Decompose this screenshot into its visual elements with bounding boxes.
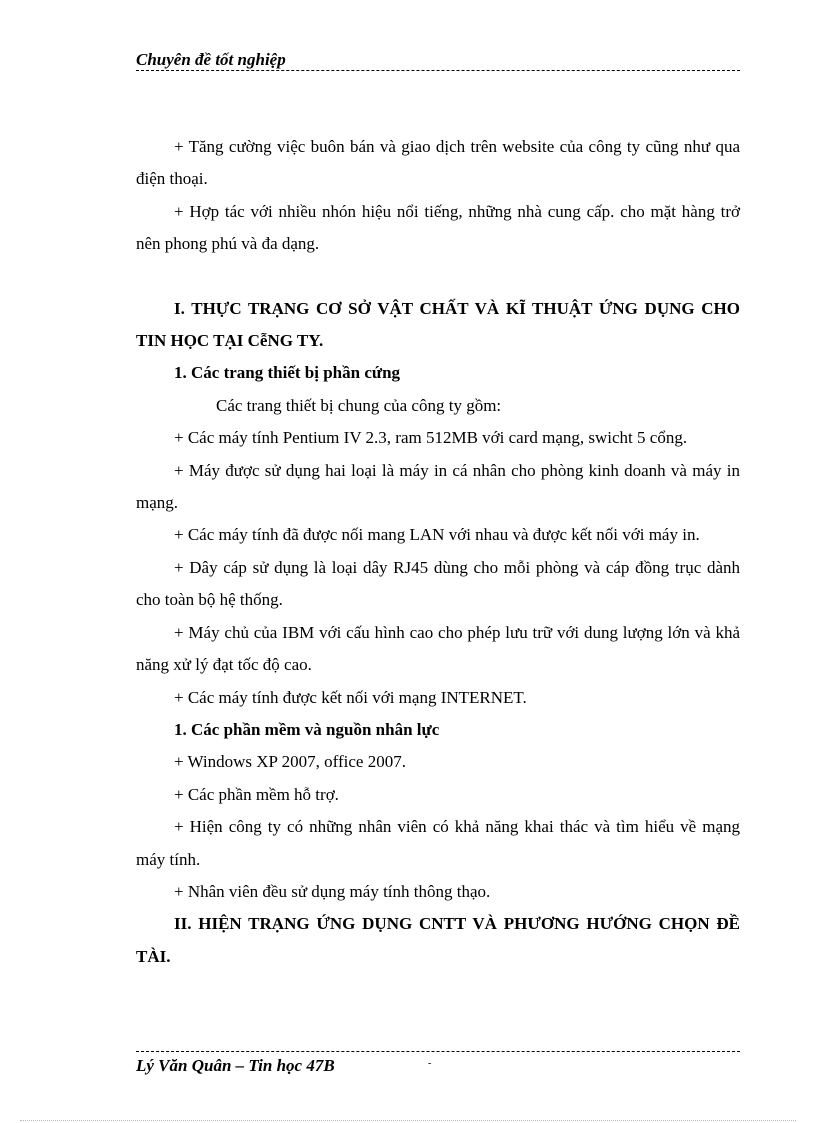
list-item: + Hiện công ty có những nhân viên có khả năng khai thác và tìm hiểu về mạng máy tính. (136, 817, 740, 869)
list-item: + Dây cáp sử dụng là loại dây RJ45 dùng cho mỗi phòng và cáp đồng trục dành cho toàn bộ hệ thống. (136, 557, 740, 610)
subsection-heading: 1. Các phần mềm và nguồn nhân lực (174, 719, 440, 739)
page-edge-divider (20, 1120, 796, 1121)
list-item: + Máy chủ của IBM với cấu hình cao cho phép lưu trữ với dung lượng lớn và khả năng xử lý đạt tốc độ cao. (136, 622, 740, 675)
section-heading: I. THỰC TRẠNG CƠ SỞ VẬT CHẤT VÀ KĨ THUẬT ỨNG DỤNG CHO TIN HỌC TẠI CễNG TY. (136, 298, 740, 351)
list-item: + Các máy tính đã được nối mang LAN với nhau và được kết nối với máy in. (174, 525, 700, 545)
footer-mark: - (428, 1058, 432, 1069)
header-divider (136, 70, 740, 71)
list-item: + Windows XP 2007, office 2007. (174, 752, 406, 772)
paragraph: + Tăng cường việc buôn bán và giao dịch trên website của công ty cũng như qua điện thoại. (136, 137, 740, 189)
list-item: + Nhân viên đều sử dụng máy tính thông thạo. (174, 881, 491, 901)
document-body (136, 131, 740, 973)
list-item: + Các phần mềm hỗ trợ. (174, 784, 339, 804)
paragraph: Các trang thiết bị chung của công ty gồm: (216, 395, 502, 415)
spacer (136, 261, 740, 293)
list-item: + Các máy tính Pentium IV 2.3, ram 512MB với card mạng, swicht 5 cổng. (174, 428, 688, 448)
list-item: + Máy được sử dụng hai loại là máy in cá nhân cho phòng kinh doanh và máy in mạng. (136, 460, 740, 513)
paragraph: + Hợp tác với nhiều nhón hiệu nổi tiếng, những nhà cung cấp. cho mặt hàng trở nên phong phú và đa dạng. (136, 201, 740, 254)
footer-divider (136, 1051, 740, 1052)
list-item: + Các máy tính được kết nối với mạng INTERNET. (174, 687, 527, 707)
subsection-heading: 1. Các trang thiết bị phần cứng (174, 363, 401, 383)
header-title: Chuyên đề tốt nghiệp (136, 50, 286, 69)
section-heading: II. HIỆN TRẠNG ỨNG DỤNG CNTT VÀ PHƯƠNG HƯỚNG CHỌN ĐỀ TÀI. (136, 914, 740, 966)
footer-author: Lý Văn Quân – Tin học 47B (136, 1056, 335, 1075)
